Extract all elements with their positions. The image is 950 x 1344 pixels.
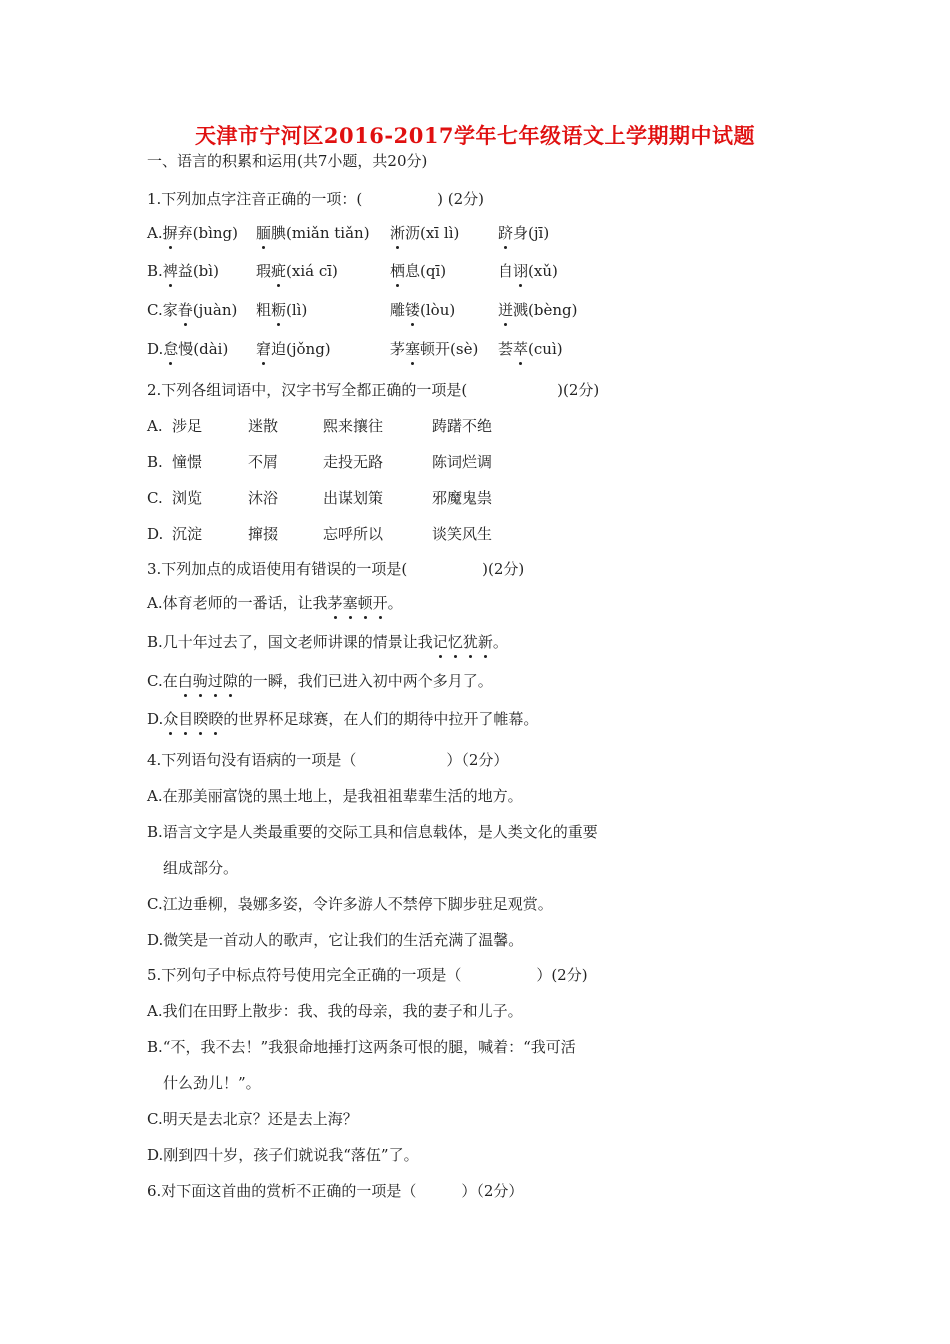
- question-1-stem: 1.下列加点字注音正确的一项：( ) (2分): [147, 190, 485, 208]
- question-4-option-d: D.微笑是一首动人的歌声，它让我们的生活充满了温馨。: [147, 931, 524, 949]
- dotted-idiom: 众目睽睽: [163, 710, 224, 728]
- dotted-idiom: 白驹过隙: [177, 672, 238, 690]
- dotted-idiom: 记忆犹新: [432, 633, 493, 651]
- question-4-option-c: C.江边垂柳，袅娜多姿，令许多游人不禁停下脚步驻足观赏。: [147, 895, 553, 913]
- question-5-stem: 5.下列句子中标点符号使用完全正确的一项是（ ）(2分): [147, 966, 588, 984]
- question-3-option-d: D.众目睽睽的世界杯足球赛，在人们的期待中拉开了帷幕。: [147, 710, 539, 728]
- question-4-option-b: B.语言文字是人类最重要的交际工具和信息载体，是人类文化的重要: [147, 823, 598, 841]
- question-4-stem: 4.下列语句没有语病的一项是（ ）（2分）: [147, 751, 509, 769]
- exam-page: 天津市宁河区2016-2017学年七年级语文上学期期中试题 一、语言的积累和运用(共7小题，共20分) 1.下列加点字注音正确的一项：( ) (2分) A.摒弃(bìng) 腼腆(miǎn tiǎn) 淅沥(xī lì) 跻身(jī) B.裨益(bì) 瑕疵(xiá cī) 栖息(qī) 自诩(xǔ) C.家眷(juàn) 粗粝(lì) 雕镂(lòu) 迸溅(bèng) D.怠慢(dài) 窘迫(jǒng) 茅塞顿开(sè) 荟萃(cuì) 2.下列各组词语中，汉字书写全都正确的一项是( )(2分) A. 涉足 迷散 熙来攘往 踌躇不绝 B. 憧憬 不屑 走投无路 陈词烂调 C. 浏览 沐浴 出谋划策 邪魔鬼祟 D. 沉淀 撺掇 忘呼所以 谈笑风生 3.下列加点的成语使用有错误的一项是( )(2分) A.体育老师的一番话，让我茅塞顿开。 B.几十年过去了，国文老师讲课的情景让我记忆犹新。 C.在白驹过隙的一瞬，我们已进入初中两个多月了。 D.众目睽睽的世界杯足球赛，在人们的期待中拉开了帷幕。 4.下列语句没有语病的一项是（ ）（2分） A.在那美丽富饶的黑土地上，是我祖祖辈辈生活的地方。 B.语言文字是人类最重要的交际工具和信息载体，是人类文化的重要 组成部分。 C.江边垂柳，袅娜多姿，令许多游人不禁停下脚步驻足观赏。 D.微笑是一首动人的歌声，它让我们的生活充满了温馨。 5.下列句子中标点符号使用完全正确的一项是（ ）(2分) A.我们在田野上散步：我、我的母亲，我的妻子和儿子。 B.“不，我不去！”我狠命地捶打这两条可恨的腿，喊着：“我可活 什么劲儿！”。 C.明天是去北京？还是去上海？ D.刚到四十岁，孩子们就说我“落伍”了。 6.对下面这首曲的赏析不正确的一项是（ ）（2分）: [0, 0, 950, 1344]
- question-3-stem: 3.下列加点的成语使用有错误的一项是( )(2分): [147, 560, 525, 578]
- question-5-option-a: A.我们在田野上散步：我、我的母亲，我的妻子和儿子。: [147, 1002, 523, 1020]
- question-6-stem: 6.对下面这首曲的赏析不正确的一项是（ ）（2分）: [147, 1182, 524, 1200]
- question-2-stem: 2.下列各组词语中，汉字书写全都正确的一项是( )(2分): [147, 381, 600, 399]
- question-5-option-b-cont: 什么劲儿！”。: [163, 1074, 261, 1092]
- section-heading: 一、语言的积累和运用(共7小题，共20分): [147, 152, 428, 170]
- question-3-option-a: A.体育老师的一番话，让我茅塞顿开。: [147, 594, 403, 612]
- question-4-option-b-cont: 组成部分。: [163, 859, 239, 877]
- question-3-option-c: C.在白驹过隙的一瞬，我们已进入初中两个多月了。: [147, 672, 493, 690]
- exam-title: 天津市宁河区2016-2017学年七年级语文上学期期中试题: [194, 123, 756, 148]
- question-5-option-d: D.刚到四十岁，孩子们就说我“落伍”了。: [147, 1146, 419, 1164]
- question-4-option-a: A.在那美丽富饶的黑土地上，是我祖祖辈辈生活的地方。: [147, 787, 523, 805]
- question-3-option-b: B.几十年过去了，国文老师讲课的情景让我记忆犹新。: [147, 633, 508, 651]
- dotted-idiom: 茅塞顿开: [327, 594, 388, 612]
- question-5-option-c: C.明天是去北京？还是去上海？: [147, 1110, 358, 1128]
- question-5-option-b: B.“不，我不去！”我狠命地捶打这两条可恨的腿，喊着：“我可活: [147, 1038, 576, 1056]
